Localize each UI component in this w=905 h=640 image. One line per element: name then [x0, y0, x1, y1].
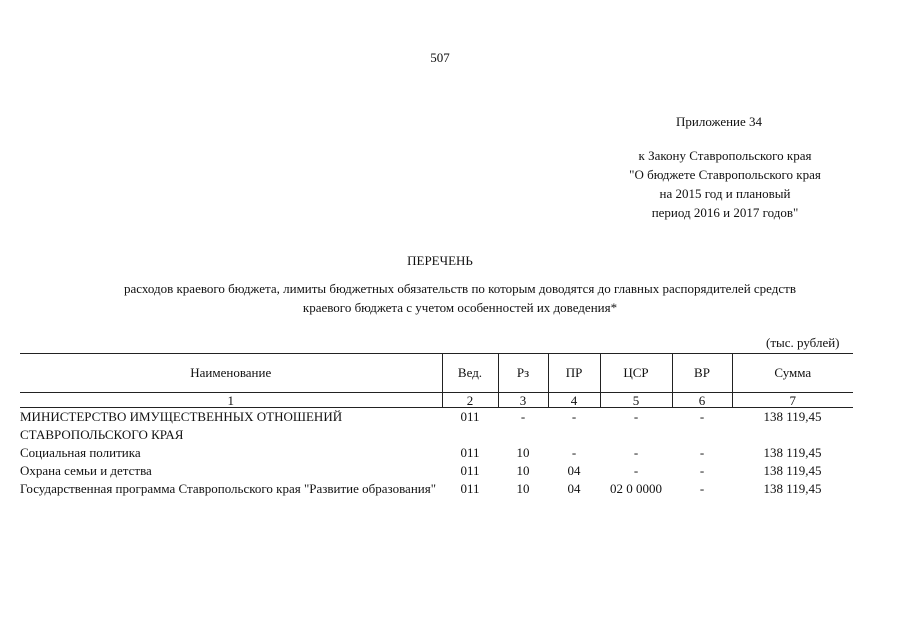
- document-subtitle: [20, 279, 900, 317]
- header-sum: Сумма: [732, 354, 853, 393]
- header-ved: Вед.: [442, 354, 498, 393]
- header-csr: ЦСР: [600, 354, 672, 393]
- law-line: период 2016 и 2017 годов": [651, 205, 799, 220]
- table-header-row: [20, 354, 853, 393]
- row-vr: -: [699, 463, 705, 478]
- row-rz: -: [520, 409, 526, 424]
- header-pr: ПР: [548, 354, 600, 393]
- row-vr: -: [699, 445, 705, 460]
- law-reference: [600, 146, 850, 222]
- units-label: (тыс. рублей): [766, 335, 840, 350]
- law-line: на 2015 год и плановый: [659, 186, 791, 201]
- table-row: [20, 480, 853, 498]
- row-vr: -: [699, 481, 705, 496]
- row-csr: -: [633, 445, 639, 460]
- row-name: МИНИСТЕРСТВО ИМУЩЕСТВЕННЫХ ОТНОШЕНИЙ СТАВРОПОЛЬСКОГО КРАЯ: [20, 409, 343, 442]
- row-sum: 138 119,45: [763, 409, 822, 424]
- appendix-label: Приложение 34: [676, 114, 763, 129]
- row-ved: 011: [460, 463, 480, 478]
- row-csr: 02 0 0000: [610, 481, 662, 496]
- row-name: Государственная программа Ставропольского края "Развитие образования": [20, 481, 437, 496]
- column-number: 2: [442, 393, 498, 408]
- row-csr: -: [633, 409, 639, 424]
- row-name: Социальная политика: [20, 445, 141, 460]
- row-ved: 011: [460, 409, 480, 424]
- table-row: [20, 462, 853, 480]
- law-line: к Закону Ставропольского края: [638, 148, 812, 163]
- row-name: Охрана семьи и детства: [20, 463, 152, 478]
- header-name: Наименование: [20, 354, 442, 393]
- column-number: 5: [600, 393, 672, 408]
- row-rz: 10: [516, 463, 530, 478]
- column-number: 7: [732, 393, 853, 408]
- row-vr: -: [699, 409, 705, 424]
- column-number-row: [20, 393, 853, 408]
- document-title: ПЕРЕЧЕНЬ: [407, 253, 473, 268]
- row-ved: 011: [460, 445, 480, 460]
- row-csr: -: [633, 463, 639, 478]
- subtitle-line: краевого бюджета с учетом особенностей их доведения*: [302, 300, 618, 315]
- column-number: 3: [498, 393, 548, 408]
- page-number: 507: [430, 50, 450, 65]
- header-rz: Рз: [498, 354, 548, 393]
- header-vr: ВР: [672, 354, 732, 393]
- row-sum: 138 119,45: [763, 463, 822, 478]
- row-sum: 138 119,45: [763, 445, 822, 460]
- row-sum: 138 119,45: [763, 481, 822, 496]
- row-ved: 011: [460, 481, 480, 496]
- column-number: 6: [672, 393, 732, 408]
- row-pr: 04: [567, 481, 581, 496]
- row-pr: 04: [567, 463, 581, 478]
- table-row: [20, 408, 853, 445]
- row-pr: -: [571, 445, 577, 460]
- table-row: [20, 444, 853, 462]
- budget-table: [20, 353, 853, 498]
- row-rz: 10: [516, 445, 530, 460]
- row-rz: 10: [516, 481, 530, 496]
- column-number: 4: [548, 393, 600, 408]
- row-pr: -: [571, 409, 577, 424]
- column-number: 1: [20, 393, 442, 408]
- law-line: "О бюджете Ставропольского края: [629, 167, 821, 182]
- subtitle-line: расходов краевого бюджета, лимиты бюджетных обязательств по которым доводятся до главных распорядителей средств: [123, 281, 796, 296]
